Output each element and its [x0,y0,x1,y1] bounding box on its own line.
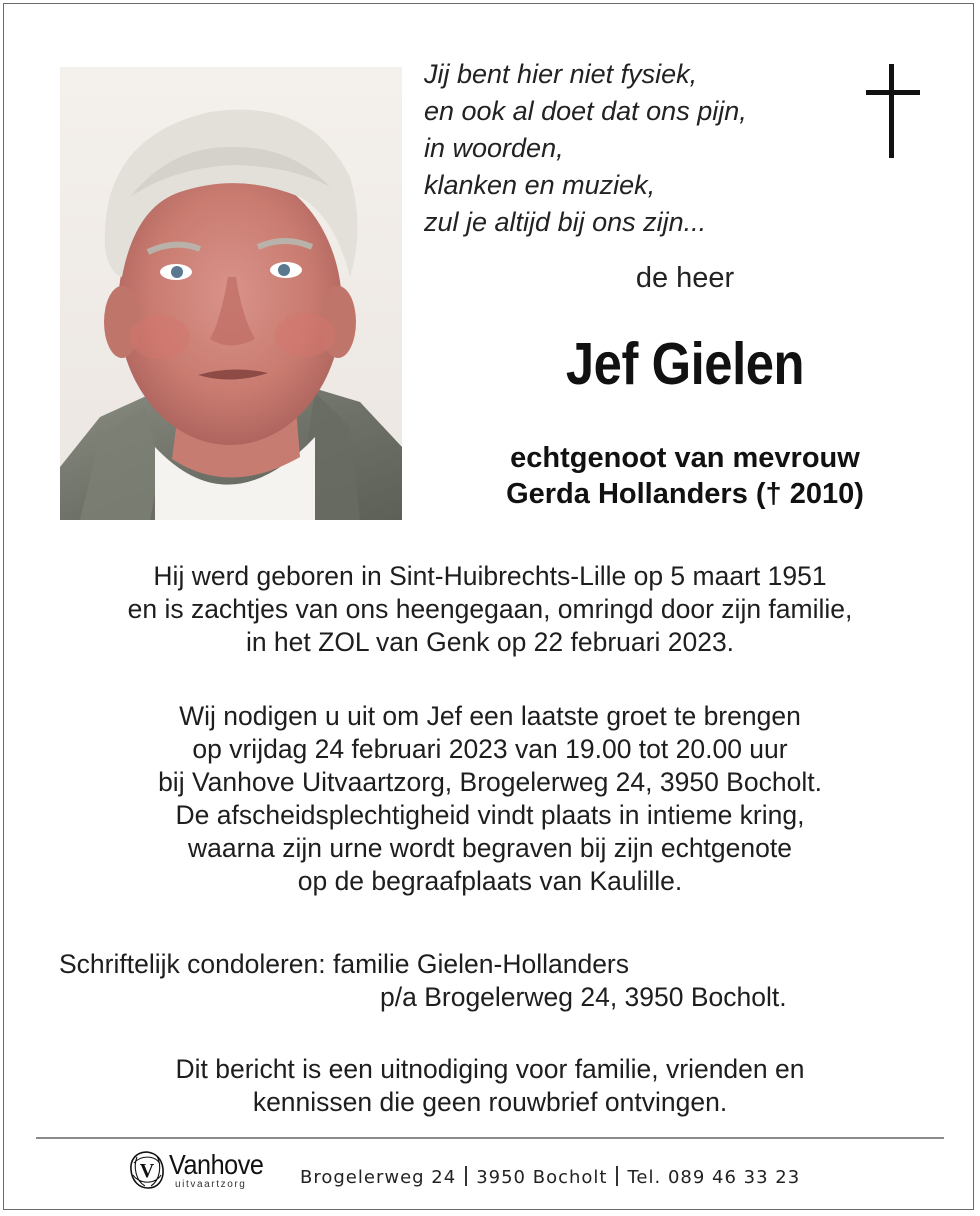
spouse-line: Gerda Hollanders († 2010) [506,478,864,510]
spouse-line: echtgenoot van mevrouw [510,442,860,474]
poem-line: zul je altijd bij ons zijn... [424,207,707,237]
condolence-line: Schriftelijk condoleren: familie Gielen-Hollanders [59,949,630,979]
text-line: Wij nodigen u uit om Jef een laatste groet te brengen [179,701,801,731]
footer-contact [300,1166,800,1188]
spouse-info [430,440,940,512]
text-line: kennissen die geen rouwbrief ontvingen. [252,1087,728,1117]
footer-divider [36,1137,944,1139]
text-line: op de begraafplaats van Kaulille. [297,866,683,896]
logo-subtitle: uitvaartzorg [175,1179,247,1190]
text-line: waarna zijn urne wordt begraven bij zijn echtgenote [188,833,792,863]
cross-icon [866,64,920,158]
footer-separator [616,1166,618,1186]
vanhove-logo-icon [127,1149,167,1191]
logo-name: Vanhove [169,1149,264,1180]
poem-line: en ook al doet dat ons pijn, [424,96,747,126]
deceased-name: Jef Gielen [565,331,805,397]
poem-line: in woorden, [424,133,564,163]
text-line: Hij werd geboren in Sint-Huibrechts-Lille op 5 maart 1951 [153,561,827,591]
text-line: Dit bericht is een uitnodiging voor familie, vrienden en [175,1054,805,1084]
vanhove-logo [127,1147,292,1197]
footer-address: Brogelerweg 24 [300,1167,457,1188]
poem-line: Jij bent hier niet fysiek, [424,59,698,89]
condolence-address: p/a Brogelerweg 24, 3950 Bocholt. [380,982,787,1012]
text-line: De afscheidsplechtigheid vindt plaats in intieme kring, [175,800,805,830]
logo-letter: V [139,1160,155,1182]
birth-death-paragraph [0,560,980,659]
text-line: bij Vanhove Uitvaartzorg, Brogelerweg 24, 3950 Bocholt. [158,767,822,797]
poem-line: klanken en muziek, [424,170,656,200]
footer-city: 3950 Bocholt [476,1167,608,1188]
visitation-paragraph [0,700,980,898]
salutation: de heer [635,262,735,294]
footer-separator [465,1166,467,1186]
footer-phone: Tel. 089 46 33 23 [627,1167,801,1188]
invitation-note [0,1053,980,1119]
text-line: op vrijdag 24 februari 2023 van 19.00 tot 20.00 uur [192,734,788,764]
text-line: in het ZOL van Genk op 22 februari 2023. [245,627,735,657]
text-line: en is zachtjes van ons heengegaan, omringd door zijn familie, [127,594,853,624]
poem [424,56,747,241]
portrait-photo [60,67,402,520]
